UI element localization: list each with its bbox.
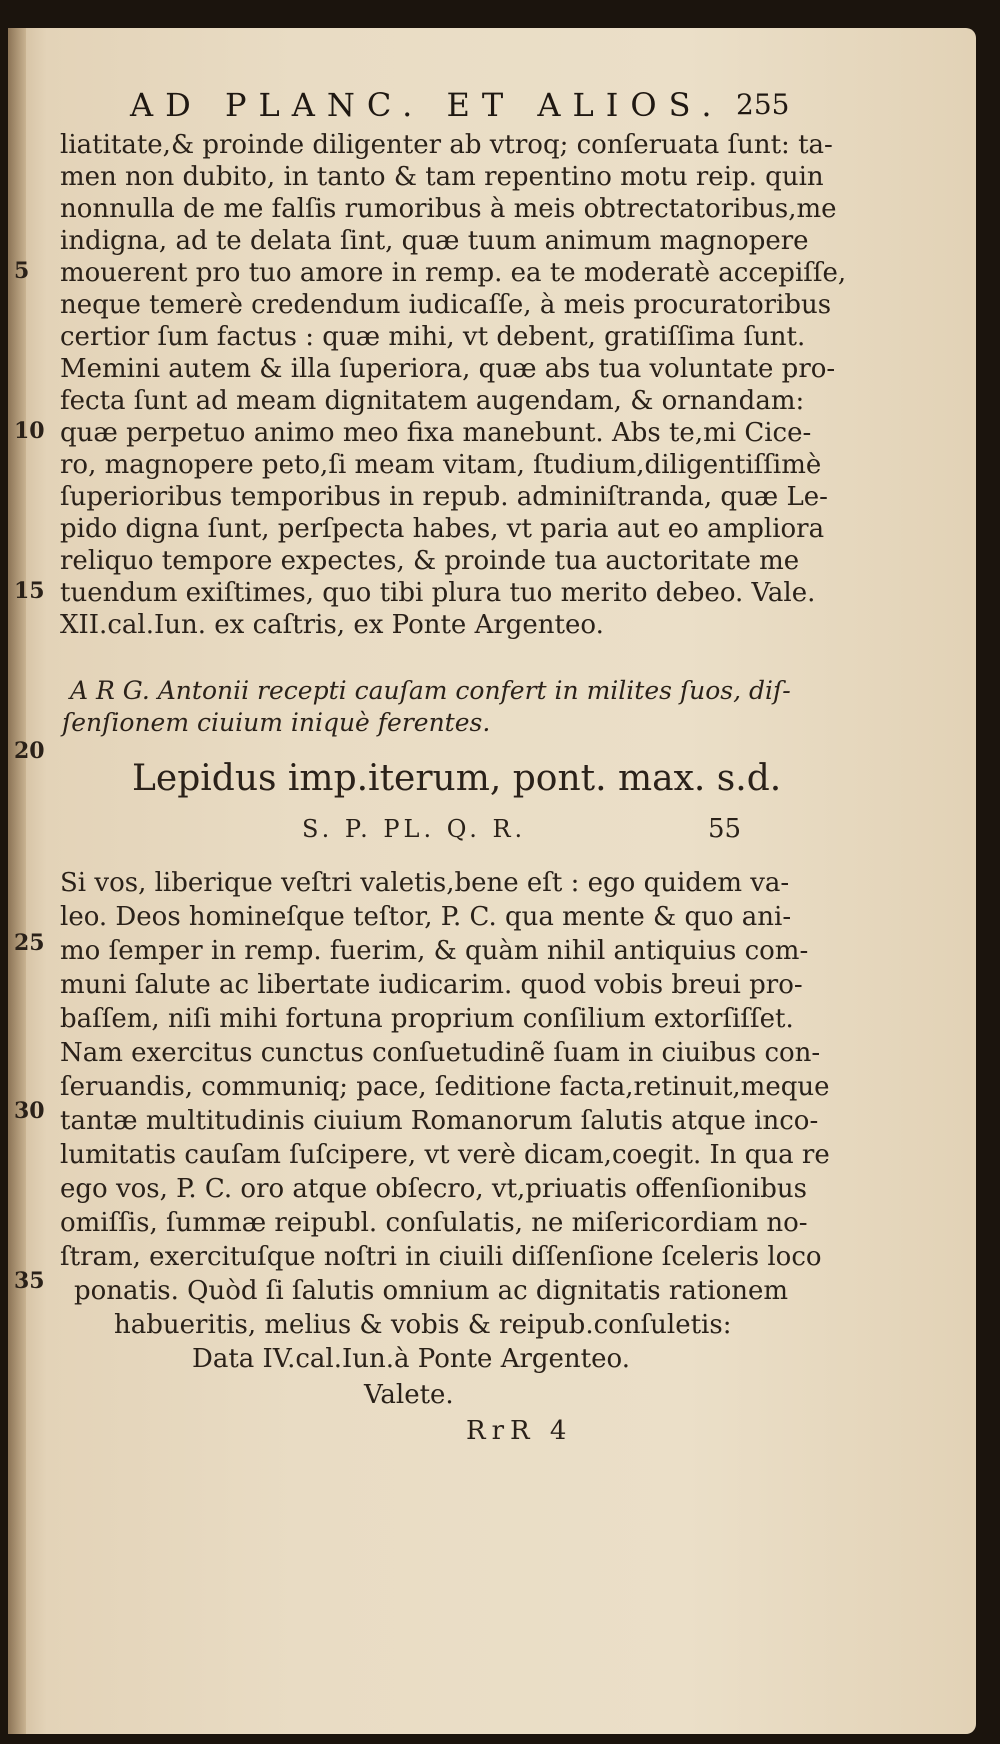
letter2-line: ſtram, exercituſque noſtri in ciuili diſſenſione ſceleris loco [60, 1242, 822, 1272]
letter1-line: tuendum exiſtimes, quo tibi plura tuo merito debeo. Vale. [60, 578, 816, 608]
argument-line: A R G. Antonii recepti cauſam confert in milites ſuos, diſ- [70, 676, 791, 705]
letter2-line: tantæ multitudinis ciuium Romanorum ſalutis atque inco- [60, 1106, 819, 1136]
letter1-line: pido digna ſunt, perſpecta habes, vt paria aut eo ampliora [60, 514, 825, 544]
margin-line-number: 20 [14, 738, 45, 764]
letter-date: Data IV.cal.Iun.à Ponte Argenteo. [192, 1344, 630, 1374]
letter1-line: nonnulla de me falſis rumoribus à meis obtrectatoribus,me [60, 194, 837, 224]
margin-line-number: 55 [708, 814, 742, 844]
margin-line-number: 25 [14, 930, 45, 956]
argument-line: ſenſionem ciuium iniquè ferentes. [62, 708, 491, 737]
letter1-line: ro, magnopere peto,ſi meam vitam, ſtudium,diligentiſſimè [60, 450, 822, 480]
letter-addressee: S. P. PL. Q. R. [302, 815, 527, 843]
letter2-line: leo. Deos homineſque teſtor, P. C. qua mente & quo ani- [60, 902, 792, 932]
letter1-line: fecta ſunt ad meam dignitatem augendam, & ornandam: [60, 386, 805, 416]
letter2-line: muni ſalute ac libertate iudicarim. quod vobis breui pro- [60, 970, 803, 1000]
margin-line-number: 35 [14, 1268, 45, 1294]
letter-closing: Valete. [364, 1380, 454, 1410]
letter2-line: Nam exercitus cunctus conſuetudinẽ ſuam in ciuibus con- [60, 1038, 821, 1068]
margin-line-number: 10 [14, 418, 45, 444]
letter1-line: quæ perpetuo animo meo fixa manebunt. Abs te,mi Cice- [60, 418, 812, 448]
page-number: 255 [736, 88, 790, 121]
letter2-line: ſeruandis, communiq; pace, ſeditione facta,retinuit,meque [60, 1072, 830, 1102]
letter-title: Lepidus imp.iterum, pont. max. s.d. [132, 758, 782, 799]
letter1-line: ſuperioribus temporibus in repub. adminiſtranda, quæ Le- [60, 482, 828, 512]
letter1-line: indigna, ad te delata ſint, quæ tuum animum magnopere [60, 226, 809, 256]
letter1-line: certior ſum factus : quæ mihi, vt debent, gratiſſima ſunt. [60, 322, 806, 352]
letter1-line: neque temerè credendum iudicaſſe, à meis procuratoribus [60, 290, 832, 320]
letter2-line: Si vos, liberique veſtri valetis,bene eſt : ego quidem va- [60, 868, 790, 898]
margin-line-number: 5 [14, 258, 30, 284]
letter2-line: ego vos, P. C. oro atque obſecro, vt,priuatis offenſionibus [60, 1174, 807, 1204]
letter2-line: omiſſis, ſummæ reipubl. conſulatis, ne miſericordiam no- [60, 1208, 808, 1238]
letter1-line: liatitate,& proinde diligenter ab vtroq; conſeruata ſunt: ta- [60, 130, 833, 160]
letter1-line: reliquo tempore expectes, & proinde tua auctoritate me [60, 546, 800, 576]
letter2-line: lumitatis cauſam ſuſcipere, vt verè dicam,coegit. In qua re [60, 1140, 830, 1170]
running-head: AD PLANC. ET ALIOS. [130, 86, 724, 124]
letter1-line: men non dubito, in tanto & tam repentino motu reip. quin [60, 162, 824, 192]
letter2-line: ponatis. Quòd ſi ſalutis omnium ac dignitatis rationem [74, 1276, 789, 1306]
letter2-line: mo ſemper in remp. fuerim, & quàm nihil antiquius com- [60, 936, 809, 966]
margin-line-number: 15 [14, 578, 45, 604]
letter2-line: baſſem, niſi mihi fortuna proprium conſilium extorſiſſet. [60, 1004, 794, 1034]
margin-line-number: 30 [14, 1098, 45, 1124]
letter1-line: XII.cal.Iun. ex caſtris, ex Ponte Argenteo. [60, 610, 604, 640]
letter2-line: habueritis, melius & vobis & reipub.conſuletis: [114, 1310, 732, 1340]
letter1-line: Memini autem & illa ſuperiora, quæ abs tua voluntate pro- [60, 354, 836, 384]
signature-mark: RrR 4 [466, 1416, 573, 1446]
letter1-line: mouerent pro tuo amore in remp. ea te moderatè accepiſſe, [60, 258, 847, 288]
